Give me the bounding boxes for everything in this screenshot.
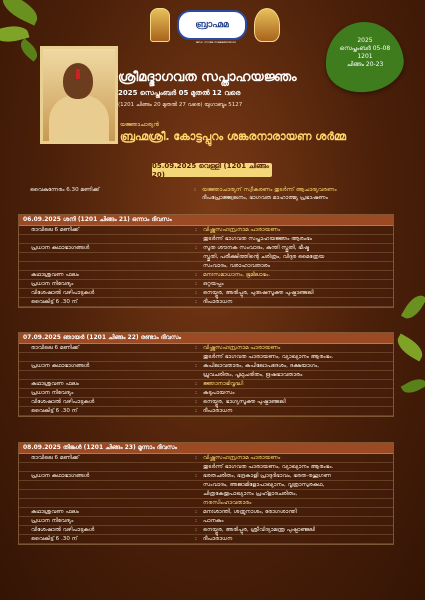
- colon: :: [195, 536, 197, 542]
- schedule-row: [19, 280, 393, 289]
- schedule-value: സ്തുതി, പരീക്ഷിത്തിന്റെ ചരിത്രം, വിദുര മൈത്രേയ: [203, 254, 325, 260]
- schedule-value: നെയ്പ്പുര, അരിപ്പുര, ശ്രീവിദ്യാമന്ത്ര പുഷ്പാഞ്ജലി: [203, 527, 316, 533]
- schedule-value: നരസിംഹാവതാരം: [203, 500, 252, 506]
- leaf-decoration: [401, 375, 425, 397]
- schedule-key: കഥാശ്രവണ ഫലം: [31, 509, 79, 515]
- colon: [189, 235, 203, 243]
- logo-subtitle: ജഡ. സാമേ സമമമയായാടാ: [195, 40, 237, 44]
- portrait-body: [49, 95, 109, 144]
- schedule-key: വിശേഷാൽ വഴിപാടുകൾ: [31, 399, 95, 405]
- brand-logo: ബ്രാഹ്മമ: [177, 10, 247, 40]
- schedule-row: [19, 481, 393, 490]
- heart-line4: ചിങ്ങം 20-23: [346, 61, 384, 68]
- colon: :: [195, 390, 197, 396]
- schedule-row: [19, 226, 393, 235]
- colon: [189, 499, 203, 507]
- schedule-key: വിശേഷാൽ വഴിപാടുകൾ: [31, 290, 95, 296]
- schedule-row: [19, 398, 393, 407]
- colon: :: [195, 408, 197, 414]
- schedule-key: കഥാശ്രവണ ഫലം: [31, 272, 79, 278]
- schedule-row: [19, 389, 393, 398]
- day-box-1: [18, 214, 394, 308]
- schedule-key: രാവിലെ 6 മണിക്ക്: [31, 227, 79, 233]
- acharya-portrait: [40, 46, 118, 144]
- schedule-key: വിശേഷാൽ വഴിപാടുകൾ: [31, 527, 95, 533]
- day-box-3: [18, 442, 394, 545]
- colon: :: [195, 245, 197, 251]
- schedule-value: നെയ്പ്പുര, അരിപ്പുര, പുരുഷസൂക്ത പുഷ്പാഞ്ജലി: [203, 290, 314, 296]
- schedule-value: ഭരതചരിതം, ഭദ്രകാളി പ്രാദുർഭാവം, ഭരത-രഹൂഗണ: [203, 473, 331, 479]
- schedule-row: [19, 298, 393, 307]
- schedule-key: വൈകിട്ട് 6 .30 ന്: [31, 408, 78, 414]
- schedule-key: പ്രധാന കഥാഭാഗങ്ങൾ: [31, 363, 90, 369]
- colon: [189, 262, 203, 270]
- schedule-value: ദീപാരാധന: [203, 536, 233, 542]
- schedule-value: വിഷ്ണുസഹസ്രനാമ പാരായണം: [203, 455, 281, 461]
- colon: [189, 253, 203, 261]
- schedule-value: നെയ്പ്പുര, ഭാഗ്യസൂക്ത പുഷ്പാഞ്ജലി: [203, 399, 286, 405]
- schedule-key: [19, 235, 189, 243]
- schedule-value: ദീപാരാധന: [203, 299, 233, 305]
- schedule-value: കടുപായസം: [203, 390, 235, 396]
- colon: :: [195, 455, 197, 461]
- day-header: 06.09.2025 ശനി (1201 ചിങ്ങം 21) ഒന്നാം ദിവസം: [19, 215, 393, 226]
- schedule-key: പ്രധാന നിവേദ്യം: [31, 390, 74, 396]
- colon: :: [194, 187, 196, 193]
- heart-line3: 1201: [357, 53, 373, 60]
- schedule-row: [19, 371, 393, 380]
- colon: :: [195, 509, 197, 515]
- colon: :: [195, 281, 197, 287]
- colon: :: [195, 299, 197, 305]
- header: [0, 0, 425, 160]
- schedule-value: തുടർന്ന് ഭാഗവത സപ്താഹയജ്ഞം ആരംഭം: [203, 236, 312, 242]
- schedule-row: [19, 407, 393, 416]
- event-dates-malayalam: (1201 ചിങ്ങം 20 മുതൽ 27 വരെ) യുഗാബ്ദം 5127: [118, 102, 243, 108]
- colon: :: [195, 473, 197, 479]
- schedule-key: [19, 499, 189, 507]
- schedule-row: [19, 454, 393, 463]
- schedule-value: പാനകം: [203, 518, 224, 524]
- schedule-key: രാവിലെ 6 മണിക്ക്: [31, 455, 79, 461]
- colon: :: [195, 272, 197, 278]
- colon: [189, 481, 203, 489]
- schedule-value: ഒറ്റയപ്പം: [203, 281, 224, 287]
- schedule-key: കഥാശ്രവണ ഫലം: [31, 381, 79, 387]
- schedule-value: വിഷ്ണുസഹസ്രനാമ പാരായണം: [203, 227, 281, 233]
- schedule-key: [19, 262, 189, 270]
- leaf-decoration: [401, 291, 425, 322]
- colon: :: [195, 363, 197, 369]
- schedule-value: കപിലാവതാരം, കപിലോപദേശം, ദക്ഷയാഗം,: [203, 363, 320, 369]
- schedule-value: തുടർന്ന് ഭാഗവത പാരായണം, വ്യാഖ്യാനം ആരംഭം.: [203, 354, 334, 360]
- colon: :: [195, 399, 197, 405]
- schedule-row: [19, 472, 393, 481]
- schedule-key: [19, 353, 189, 361]
- opening-block: [18, 186, 392, 202]
- opening-time: വൈകുന്നേരം 6.30 മണിക്ക്: [30, 187, 100, 193]
- schedule-value: സൂത ശൗനക സംവാദം, കുന്തി സ്തുതി, ഭീഷ്മ: [203, 245, 310, 251]
- schedule-key: [19, 490, 189, 498]
- schedule-value: സംവാദം, അജാമിളോപാഖ്യാനം, വൃത്രാസുരകഥ,: [203, 482, 325, 488]
- schedule-key: പ്രധാന കഥാഭാഗങ്ങൾ: [31, 473, 90, 479]
- schedule-value: സംവാദം, വരാഹാവതാരം: [203, 263, 271, 269]
- colon: :: [195, 290, 197, 296]
- schedule-key: [19, 463, 189, 471]
- schedule-value: ചിത്രകേതൂപാഖ്യാനം പ്രഹ്ളാദചരിതം,: [203, 491, 298, 497]
- schedule-row: [19, 362, 393, 371]
- schedule-key: പ്രധാന നിവേദ്യം: [31, 518, 74, 524]
- schedule-row: [19, 535, 393, 544]
- schedule-key: [19, 253, 189, 261]
- schedule-value: വിഷ്ണുസഹസ്രനാമ പാരായണം: [203, 345, 281, 351]
- colon: [189, 371, 203, 379]
- schedule-key: രാവിലെ 6 മണിക്ക്: [31, 345, 79, 351]
- page-title: ശ്രീമദ്ഭാഗവത സപ്താഹയജ്ഞം: [118, 70, 297, 85]
- colon: :: [195, 227, 197, 233]
- schedule-key: വൈകിട്ട് 6 .30 ന്: [31, 299, 78, 305]
- schedule-key: പ്രധാന നിവേദ്യം: [31, 281, 74, 287]
- schedule-row: [19, 271, 393, 280]
- day-header: 07.09.2025 ഞായർ (1201 ചിങ്ങം 22) രണ്ടാം ദിവസം: [19, 333, 393, 344]
- logo-row: [150, 6, 280, 44]
- colon: :: [195, 518, 197, 524]
- schedule-key: പ്രധാന കഥാഭാഗങ്ങൾ: [31, 245, 90, 251]
- colon: :: [195, 381, 197, 387]
- opening-line1: യജ്ഞാചാര്യന് സ്വീകരണം തുടർന്ന് ആചാര്യവരണം: [202, 187, 337, 193]
- schedule-row: [19, 490, 393, 499]
- heart-leaf-text: [333, 37, 397, 69]
- schedule-row: [19, 262, 393, 271]
- ganesha-icon: [254, 8, 280, 42]
- schedule-row: [19, 235, 393, 244]
- schedule-value: ജ്ഞാനാഭിവൃദ്ധി: [203, 381, 244, 387]
- day-header: 08.09.2025 തിങ്കൾ (1201 ചിങ്ങം 23) മൂന്നാം ദിവസം: [19, 443, 393, 454]
- schedule-row: [19, 508, 393, 517]
- schedule-value: മനഃശാന്തി, ശത്രുനാശം, രോഗശാന്തി: [203, 509, 297, 515]
- colon: :: [195, 527, 197, 533]
- schedule-row: [19, 499, 393, 508]
- colon: [189, 353, 203, 361]
- schedule-row: [19, 517, 393, 526]
- schedule-key: വൈകിട്ട് 6 .30 ന്: [31, 536, 78, 542]
- schedule-row: [19, 289, 393, 298]
- opening-date-bar: 05.09.2025 വെള്ളി (1201 ചിങ്ങം 20): [152, 163, 272, 177]
- leaf-decoration: [393, 334, 425, 362]
- schedule-row: [19, 463, 393, 472]
- acharya-name: ബ്രഹ്മശ്രീ. കോട്ടപ്പുറം ശങ്കരനാരായണ ശർമ്മ: [120, 130, 347, 143]
- colon: [189, 463, 203, 471]
- schedule-row: [19, 353, 393, 362]
- schedule-value: ധ്രുവചരിതം, പൃഥുചരിതം, ഋഷഭാവതാരം: [203, 372, 303, 378]
- colon: [189, 490, 203, 498]
- opening-line2: ദീപപ്രോജ്ജ്വലനം, ഭാഗവത മാഹാത്മ്യ പ്രഭാഷണം: [202, 195, 328, 201]
- schedule-value: ദീപാരാധന: [203, 408, 233, 414]
- schedule-row: [19, 253, 393, 262]
- heart-line1: 2025: [357, 37, 373, 44]
- schedule-row: [19, 380, 393, 389]
- deity-icon: [150, 8, 170, 42]
- acharya-label: യജ്ഞാചാര്യൻ: [120, 122, 159, 128]
- heart-line2: സെപ്തംബർ 05-08: [339, 45, 391, 52]
- schedule-key: [19, 481, 189, 489]
- portrait-tilak: [76, 69, 80, 79]
- schedule-value: തുടർന്ന് ഭാഗവത പാരായണം, വ്യാഖ്യാനം ആരംഭം.: [203, 464, 334, 470]
- schedule-key: [19, 371, 189, 379]
- event-dates: 2025 സെപ്തംബർ 05 മുതൽ 12 വരെ: [118, 89, 241, 97]
- schedule-row: [19, 244, 393, 253]
- schedule-value: മനഃസമാധാനം, ഭൂമിലാഭം.: [203, 272, 271, 278]
- schedule-row: [19, 344, 393, 353]
- day-box-2: [18, 332, 394, 417]
- schedule-row: [19, 526, 393, 535]
- colon: :: [195, 345, 197, 351]
